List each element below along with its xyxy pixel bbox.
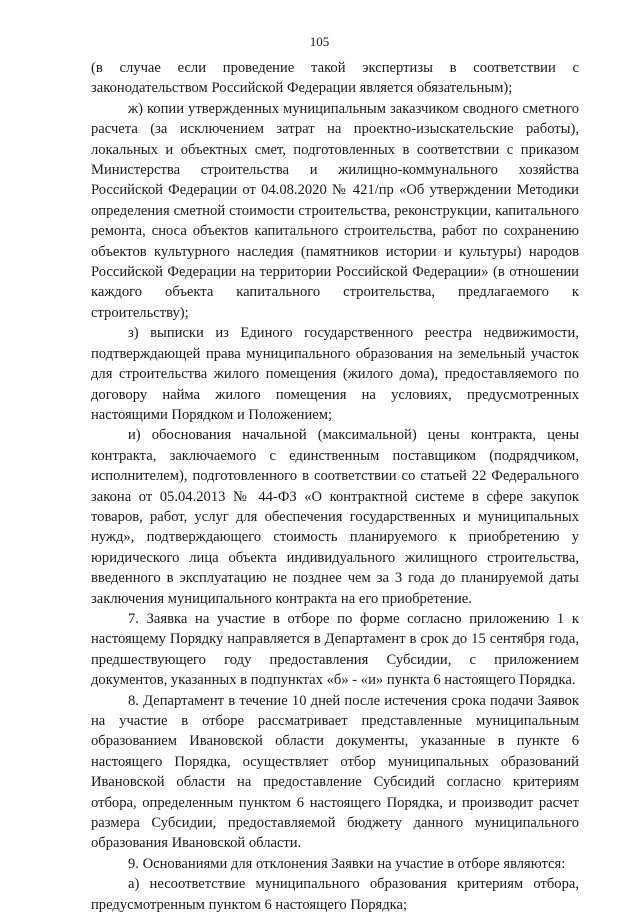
page-number: 105 <box>309 34 330 49</box>
paragraph-clause-7: 7. Заявка на участие в отборе по форме согласно приложению 1 к настоящему Порядку направляется в Департамент в срок до 15 сентября года, предшествующего году предоставления Субсидии, с приложением документов, указанных в подпунктах «б» - «и» пункта 6 настоящего Порядка. <box>91 610 579 689</box>
paragraph-item-z: з) выписки из Единого государственного реестра недвижимости, подтверждающей права муниципального образования на земельный участок для строительства жилого помещения (жилого дома), предоставляемого по договору найма жилого помещения на условиях, предусмотренных настоящими Порядком и Положением; <box>91 325 579 423</box>
paragraph-item-zh: ж) копии утвержденных муниципальным заказчиком сводного сметного расчета (за исключением затрат на проектно-изыскательские работы), локальных и объектных смет, подготовленных в соответствии с приказом Министерства строительства и жилищно-коммунального хозяйства Российской Федерации от 04.08.2020 № 421/пр «Об утверждении Методики определения сметной стоимости строительства, реконструкции, капитального ремонта, сноса объектов капитального строительства, работ по сохранению объектов культурного наследия (памятников истории и культуры) народов Российской Федерации на территории Российской Федерации» (в отношении каждого объекта капитального строительства, предлагаемого к строительству); <box>91 100 579 321</box>
paragraph-item-i: и) обоснования начальной (максимальной) цены контракта, цены контракта, заключаемого с единственным поставщиком (подрядчиком, исполнителем), подготовленного в соответствии со статьей 22 Федерального закона от 05.04.2013 № 44-ФЗ «О контрактной системе в сфере закупок товаров, работ, услуг для обеспечения государственных и муниципальных нужд», подтверждающего стоимость планируемого к приобретению у юридического лица объекта индивидуального жилищного строительства, введенного в эксплуатацию не позднее чем за 3 года до планируемой даты заключения муниципального контракта на его приобретение. <box>91 427 579 607</box>
paragraph-clause-8: 8. Департамент в течение 10 дней после истечения срока подачи Заявок на участие в отборе рассматривает представленные муниципальным образованием Ивановской области документы, указанные в пункте 6 настоящего Порядка, осуществляет отбор муниципальных образований Ивановской области на предоставление Субсидий согласно критериям отбора, определенным пунктом 6 настоящего Порядка, и производит расчет размера Субсидии, предоставляемой бюджету данного муниципального образования Ивановской области. <box>91 692 579 852</box>
document-body <box>91 58 579 915</box>
paragraph-clause-9: 9. Основаниями для отклонения Заявки на участие в отборе являются: <box>128 855 566 872</box>
paragraph-clause-9-a: а) несоответствие муниципального образования критериям отбора, предусмотренным пунктом 6 настоящего Порядка; <box>91 876 579 913</box>
paragraph-expertise-continuation: (в случае если проведение такой экспертизы в соответствии с законодательством Российской Федерации является обязательным); <box>91 60 579 97</box>
